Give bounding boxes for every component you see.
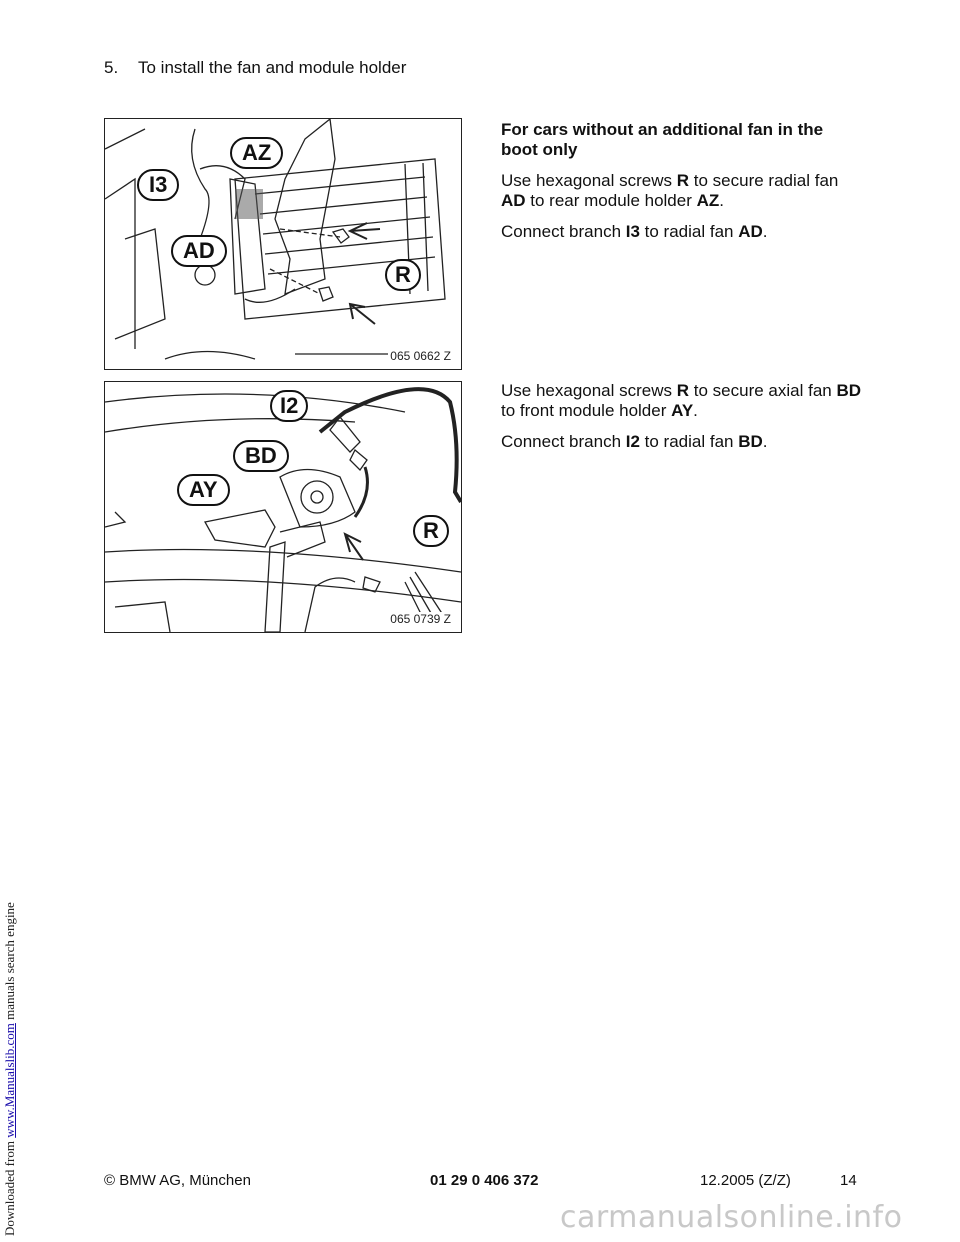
figure-code: 065 0739 Z (390, 612, 451, 626)
callout-az: AZ (230, 137, 283, 169)
download-note: Downloaded from www.Manualslib.com manuals search engine (2, 902, 17, 1236)
footer-copyright: © BMW AG, München (104, 1172, 251, 1189)
section-heading: For cars without an additional fan in the boot only (501, 120, 824, 159)
figure-front-fan-install (104, 381, 462, 633)
callout-ad: AD (171, 235, 227, 267)
footer-doc-number: 01 29 0 406 372 (430, 1172, 539, 1189)
step-heading (104, 58, 406, 78)
footer-date: 12.2005 (Z/Z) (700, 1172, 791, 1189)
callout-bd: BD (233, 440, 289, 472)
download-sidebar (0, 0, 17, 1242)
figure-rear-fan-install (104, 118, 462, 370)
instruction-secure-axial-fan: Use hexagonal screws R to secure axial fan BD to front module holder AY. (501, 381, 862, 420)
instruction-secure-radial-fan: Use hexagonal screws R to secure radial fan AD to rear module holder AZ. (501, 171, 839, 210)
callout-r: R (385, 259, 421, 291)
step-number: 5. (104, 58, 119, 77)
step-title-text: To install the fan and module holder (138, 58, 407, 77)
manualslib-link[interactable]: www.Manualslib.com (2, 1023, 17, 1138)
section-front-fan (501, 381, 863, 463)
callout-i2: I2 (270, 390, 308, 422)
rear-fan-illustration (105, 119, 461, 369)
instruction-connect-i3: Connect branch I3 to radial fan AD. (501, 222, 768, 241)
watermark: carmanualsonline.info (560, 1200, 903, 1235)
section-rear-fan (501, 120, 863, 253)
callout-ay: AY (177, 474, 230, 506)
instruction-connect-i2: Connect branch I2 to radial fan BD. (501, 432, 768, 451)
figure-code: 065 0662 Z (390, 349, 451, 363)
callout-i3: I3 (137, 169, 179, 201)
callout-r: R (413, 515, 449, 547)
footer-page-number: 14 (840, 1172, 857, 1189)
